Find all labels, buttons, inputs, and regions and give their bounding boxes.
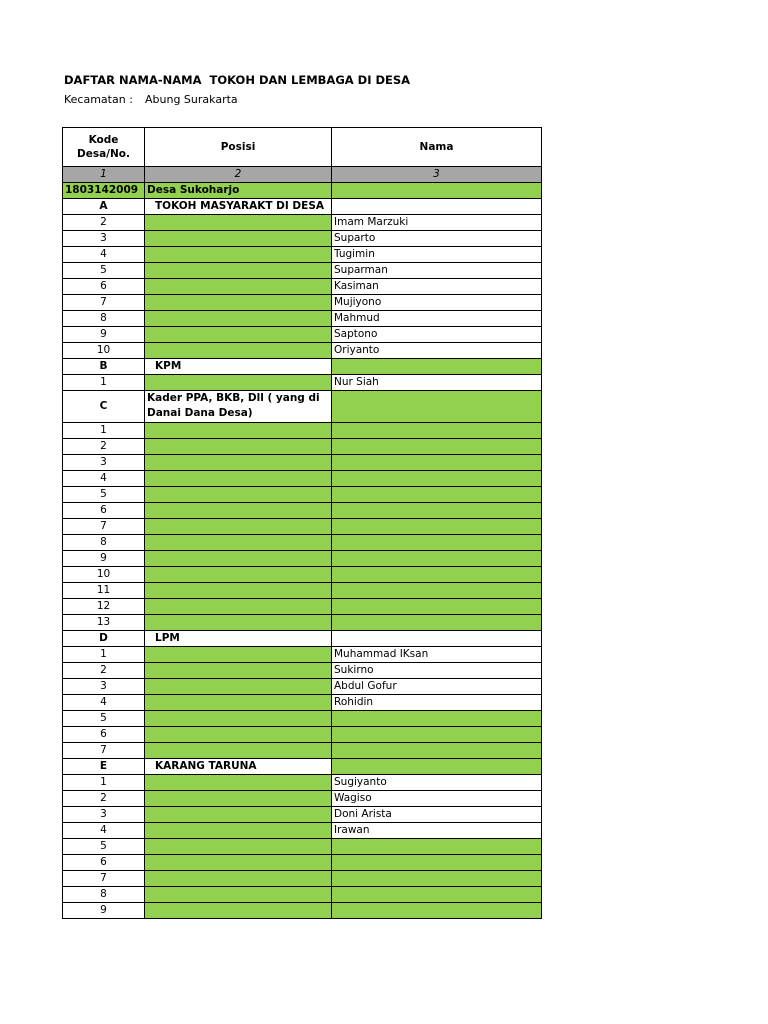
row-posisi: [145, 247, 332, 263]
table-row: [63, 871, 542, 887]
section-code: B: [63, 359, 145, 375]
row-posisi: [145, 423, 332, 439]
table-row: [63, 903, 542, 919]
section-row: [63, 199, 542, 215]
table-row: [63, 727, 542, 743]
row-posisi: [145, 743, 332, 759]
table-row: [63, 247, 542, 263]
row-number: 13: [63, 615, 145, 631]
row-number: 6: [63, 727, 145, 743]
row-nama: [332, 439, 542, 455]
table-row: [63, 695, 542, 711]
section-code: E: [63, 759, 145, 775]
table-row: [63, 823, 542, 839]
header-posisi: Posisi: [145, 128, 332, 167]
row-nama: Imam Marzuki: [332, 215, 542, 231]
column-number-row: [63, 167, 542, 183]
row-posisi: [145, 439, 332, 455]
table-row: [63, 231, 542, 247]
row-number: 7: [63, 295, 145, 311]
desa-row: [63, 183, 542, 199]
row-nama: [332, 535, 542, 551]
row-number: 10: [63, 343, 145, 359]
row-number: 6: [63, 279, 145, 295]
row-posisi: [145, 823, 332, 839]
row-nama: [332, 423, 542, 439]
row-posisi: [145, 807, 332, 823]
row-number: 1: [63, 647, 145, 663]
table-row: [63, 327, 542, 343]
row-posisi: [145, 503, 332, 519]
table-row: [63, 503, 542, 519]
row-nama: [332, 711, 542, 727]
row-nama: Suparman: [332, 263, 542, 279]
row-number: 3: [63, 231, 145, 247]
row-posisi: [145, 567, 332, 583]
table-row: [63, 615, 542, 631]
table-row: [63, 455, 542, 471]
row-number: 4: [63, 695, 145, 711]
table-row: [63, 295, 542, 311]
row-nama: Mahmud: [332, 311, 542, 327]
section-empty: [332, 391, 542, 423]
row-nama: Oriyanto: [332, 343, 542, 359]
row-nama: [332, 871, 542, 887]
row-posisi: [145, 327, 332, 343]
table-row: [63, 663, 542, 679]
row-nama: Rohidin: [332, 695, 542, 711]
column-number: 1: [63, 167, 145, 183]
section-empty: [332, 759, 542, 775]
table-row: [63, 839, 542, 855]
row-nama: [332, 503, 542, 519]
column-number: 3: [332, 167, 542, 183]
row-nama: Kasiman: [332, 279, 542, 295]
row-nama: Muhammad IKsan: [332, 647, 542, 663]
row-nama: [332, 887, 542, 903]
row-number: 8: [63, 535, 145, 551]
row-posisi: [145, 599, 332, 615]
row-nama: Mujiyono: [332, 295, 542, 311]
section-title: Kader PPA, BKB, Dll ( yang di Danai Dana Desa): [145, 391, 332, 423]
row-posisi: [145, 791, 332, 807]
table-row: [63, 423, 542, 439]
row-posisi: [145, 855, 332, 871]
row-number: 12: [63, 599, 145, 615]
table-row: [63, 439, 542, 455]
row-number: 1: [63, 775, 145, 791]
table-row: [63, 279, 542, 295]
row-nama: [332, 455, 542, 471]
row-nama: [332, 519, 542, 535]
table-row: [63, 583, 542, 599]
row-number: 2: [63, 663, 145, 679]
row-number: 3: [63, 807, 145, 823]
section-title: KARANG TARUNA: [145, 759, 332, 775]
column-number: 2: [145, 167, 332, 183]
section-row: [63, 759, 542, 775]
row-posisi: [145, 263, 332, 279]
row-nama: [332, 471, 542, 487]
row-posisi: [145, 231, 332, 247]
table-row: [63, 375, 542, 391]
row-nama: [332, 743, 542, 759]
header-row: [63, 128, 542, 167]
table-row: [63, 215, 542, 231]
row-number: 7: [63, 871, 145, 887]
row-nama: [332, 567, 542, 583]
row-posisi: [145, 583, 332, 599]
row-posisi: [145, 311, 332, 327]
table-row: [63, 551, 542, 567]
row-nama: [332, 615, 542, 631]
row-nama: [332, 551, 542, 567]
row-number: 5: [63, 487, 145, 503]
table-row: [63, 343, 542, 359]
row-nama: [332, 839, 542, 855]
row-posisi: [145, 551, 332, 567]
table-row: [63, 519, 542, 535]
row-number: 6: [63, 503, 145, 519]
section-row: [63, 391, 542, 423]
row-number: 11: [63, 583, 145, 599]
section-empty: [332, 359, 542, 375]
row-nama: Nur Siah: [332, 375, 542, 391]
section-code: C: [63, 391, 145, 423]
table-row: [63, 711, 542, 727]
row-posisi: [145, 471, 332, 487]
section-code: A: [63, 199, 145, 215]
row-nama: Irawan: [332, 823, 542, 839]
row-posisi: [145, 871, 332, 887]
row-number: 3: [63, 679, 145, 695]
row-number: 2: [63, 215, 145, 231]
row-nama: Doni Arista: [332, 807, 542, 823]
section-title: KPM: [145, 359, 332, 375]
kecamatan-value: Abung Surakarta: [145, 93, 238, 106]
section-row: [63, 631, 542, 647]
row-posisi: [145, 711, 332, 727]
row-nama: Abdul Gofur: [332, 679, 542, 695]
row-posisi: [145, 903, 332, 919]
table-row: [63, 311, 542, 327]
row-number: 7: [63, 743, 145, 759]
row-number: 2: [63, 791, 145, 807]
table-row: [63, 599, 542, 615]
kecamatan-label: Kecamatan :: [64, 93, 133, 106]
row-nama: Suparto: [332, 231, 542, 247]
table-row: [63, 263, 542, 279]
row-number: 9: [63, 903, 145, 919]
row-posisi: [145, 455, 332, 471]
table-row: [63, 855, 542, 871]
desa-empty: [332, 183, 542, 199]
row-number: 7: [63, 519, 145, 535]
row-posisi: [145, 343, 332, 359]
page-title: DAFTAR NAMA-NAMA TOKOH DAN LEMBAGA DI DESA: [64, 73, 411, 87]
row-posisi: [145, 695, 332, 711]
row-number: 10: [63, 567, 145, 583]
row-number: 2: [63, 439, 145, 455]
row-posisi: [145, 535, 332, 551]
row-nama: [332, 583, 542, 599]
row-posisi: [145, 727, 332, 743]
table-row: [63, 647, 542, 663]
section-row: [63, 359, 542, 375]
desa-nama: Desa Sukoharjo: [145, 183, 332, 199]
row-number: 9: [63, 327, 145, 343]
row-nama: Saptono: [332, 327, 542, 343]
row-nama: [332, 855, 542, 871]
row-posisi: [145, 487, 332, 503]
section-title: TOKOH MASYARAKT DI DESA: [145, 199, 332, 215]
row-posisi: [145, 663, 332, 679]
table-row: [63, 535, 542, 551]
row-posisi: [145, 519, 332, 535]
header-kode: Kode Desa/No.: [63, 128, 145, 167]
section-empty: [332, 631, 542, 647]
table-row: [63, 471, 542, 487]
row-number: 4: [63, 247, 145, 263]
row-number: 8: [63, 887, 145, 903]
row-posisi: [145, 887, 332, 903]
desa-kode: 1803142009: [63, 183, 145, 199]
table-row: [63, 743, 542, 759]
row-posisi: [145, 615, 332, 631]
row-nama: Sugiyanto: [332, 775, 542, 791]
row-posisi: [145, 839, 332, 855]
section-code: D: [63, 631, 145, 647]
row-posisi: [145, 775, 332, 791]
row-number: 3: [63, 455, 145, 471]
table-row: [63, 567, 542, 583]
row-posisi: [145, 647, 332, 663]
section-title: LPM: [145, 631, 332, 647]
row-nama: [332, 487, 542, 503]
row-nama: [332, 903, 542, 919]
row-posisi: [145, 679, 332, 695]
row-number: 6: [63, 855, 145, 871]
row-posisi: [145, 375, 332, 391]
row-number: 5: [63, 711, 145, 727]
row-nama: Tugimin: [332, 247, 542, 263]
row-nama: Sukirno: [332, 663, 542, 679]
row-number: 1: [63, 375, 145, 391]
header-nama: Nama: [332, 128, 542, 167]
row-posisi: [145, 295, 332, 311]
row-number: 5: [63, 839, 145, 855]
row-number: 9: [63, 551, 145, 567]
table-row: [63, 887, 542, 903]
tokoh-table: [62, 127, 542, 919]
row-nama: [332, 599, 542, 615]
row-nama: [332, 727, 542, 743]
row-number: 8: [63, 311, 145, 327]
row-number: 1: [63, 423, 145, 439]
table-row: [63, 791, 542, 807]
row-number: 4: [63, 823, 145, 839]
table-row: [63, 807, 542, 823]
table-row: [63, 775, 542, 791]
row-nama: Wagiso: [332, 791, 542, 807]
table-row: [63, 487, 542, 503]
row-number: 5: [63, 263, 145, 279]
table-row: [63, 679, 542, 695]
row-number: 4: [63, 471, 145, 487]
section-empty: [332, 199, 542, 215]
row-posisi: [145, 279, 332, 295]
row-posisi: [145, 215, 332, 231]
